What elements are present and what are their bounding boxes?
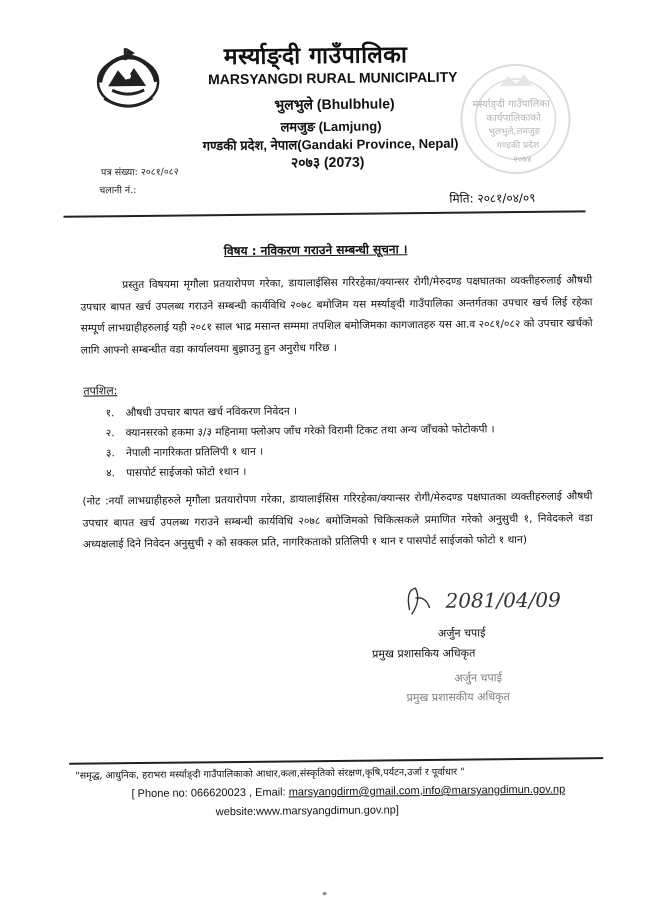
- header-divider: [63, 210, 585, 217]
- seal-text-line: भुलभुले,लमजुङ: [488, 126, 541, 138]
- district-name: लमजुङ (Lamjung): [280, 118, 382, 135]
- signer-stamp-name: अर्जुन चपाई: [454, 671, 503, 685]
- letter-date: मिति: २०८१/०४/०९: [449, 190, 536, 206]
- signer-stamp-title: प्रमुख प्रशासकीय अधिकृत: [406, 690, 510, 705]
- seal-text-line: मर्स्याङ्दी गाउँपालिका: [472, 98, 550, 111]
- note-paragraph: (नोट :नयाँ लाभग्राहीहरुले मृगौला प्रतयारोपण गरेका, डायालाईसिस गरिरहेका/क्यान्सर रोगी/मेरुदण्ड पक्षघातका व्यक्तीहरुलाई औषधी उपचार बापत खर्च उपलब्ध गराउने सम्बन्धी कार्यविधि २०७८ बमोजिमको चिकित्सकले प्रमाणित गरेको अनुसुची १, निवेदकले वडा अध्यक्षलाई दिने निवेदन अनुसुची २ को सक्कल प्रति, नागरिकताको प्रतिलिपी १ थान र पासपोर्ट साईजको फोटो १ थान): [82, 490, 593, 551]
- dispatch-number: चलानी नं.:: [99, 185, 137, 197]
- municipality-name-nepali: मर्स्याङ्दी गाउँपालिका: [223, 42, 408, 71]
- email-link[interactable]: marsyangdirm@gmail.com: [288, 785, 420, 799]
- email-link[interactable]: info@marsyangdimun.gov.np: [422, 783, 566, 798]
- footer-divider: [69, 757, 603, 764]
- details-list: [105, 399, 495, 483]
- scan-speck: [323, 892, 327, 895]
- municipality-name-english: MARSYANGDI RURAL MUNICIPALITY: [207, 68, 458, 88]
- footer-website[interactable]: website:www.marsyangdimun.gov.np]: [215, 804, 400, 819]
- list-item: १. औषधी उपचार बापत खर्च नविकरण निवेदन ।: [105, 405, 298, 420]
- footer-contact: [ Phone no: 066620023 , Email: marsyangdirm@gmail.com,info@marsyangdimun.gov.np: [131, 783, 566, 801]
- details-heading: तपशिल:: [83, 384, 118, 398]
- nepal-emblem-icon: [94, 46, 163, 113]
- established-year: २०७३ (2073): [290, 153, 365, 171]
- signer-name: अर्जुन चपाई: [437, 626, 486, 640]
- letter-number: पत्र संख्या: २०८१/०८२: [100, 166, 179, 179]
- list-item: २. क्यानसरको हकमा ३/३ महिनामा फ्लोअप जाँच गरेको विरामी टिकट तथा अन्य जाँचको फोटोकपी ।: [105, 423, 495, 440]
- office-location: भुलभुले (Bhulbhule): [274, 95, 395, 113]
- list-item: ३. नेपाली नागरिकता प्रतिलिपी १ थान ।: [105, 445, 264, 460]
- seal-text-line: २०७४: [512, 154, 532, 166]
- handwritten-signature: [395, 578, 575, 620]
- signer-title: प्रमुख प्रशासकिय अधिकृत: [372, 646, 476, 661]
- seal-text-line: कार्यपालिकाको: [486, 112, 541, 125]
- seal-text-line: गण्डकी प्रदेश: [496, 140, 540, 152]
- letter-subject: विषय : नविकरण गराउने सम्बन्धी सूचना ।: [223, 242, 408, 259]
- province-name: गण्डकी प्रदेश, नेपाल(Gandaki Province, Nepal): [202, 135, 459, 154]
- svg-text:2081/04/09: 2081/04/09: [445, 587, 561, 613]
- list-item: ४. पासपोर्ट साईजको फोटो १थान ।: [106, 465, 247, 480]
- letter-body: प्रस्तुत विषयमा मृगौला प्रतयारोपण गरेका, डायालाईसिस गरिरहेका/क्यान्सर रोगी/मेरुदण्ड पक्षघातका व्यक्तीहरुलाई औषधी उपचार बापत खर्च उपलब्ध गराउने सम्बन्धी कार्यविधि २०७८ बमोजिम यस मर्स्याङ्दी गाउँपालिका अन्तर्गतका उपचार खर्च लिई रहेका सम्पूर्ण लाभग्राहीहरुलाई यही २०८१ साल भाद्र मसान्त सम्ममा तपशिल बमोजिमका कागजातहरु यस आ.व २०८१/०८२ को उपचार खर्चको लागि आफ्नो सम्बन्धीत वडा कार्यालयमा बुझाउनु हुन अनुरोध गरिछ ।: [80, 274, 593, 357]
- footer-slogan: "समृद्ध, आधुनिक, हराभरा मर्स्याङ्दी गाउँपालिकाको आधार,कला,संस्कृतिको संरक्षण,कृषि,पर्यटन,उर्जा र पूर्वाधार ": [75, 766, 465, 782]
